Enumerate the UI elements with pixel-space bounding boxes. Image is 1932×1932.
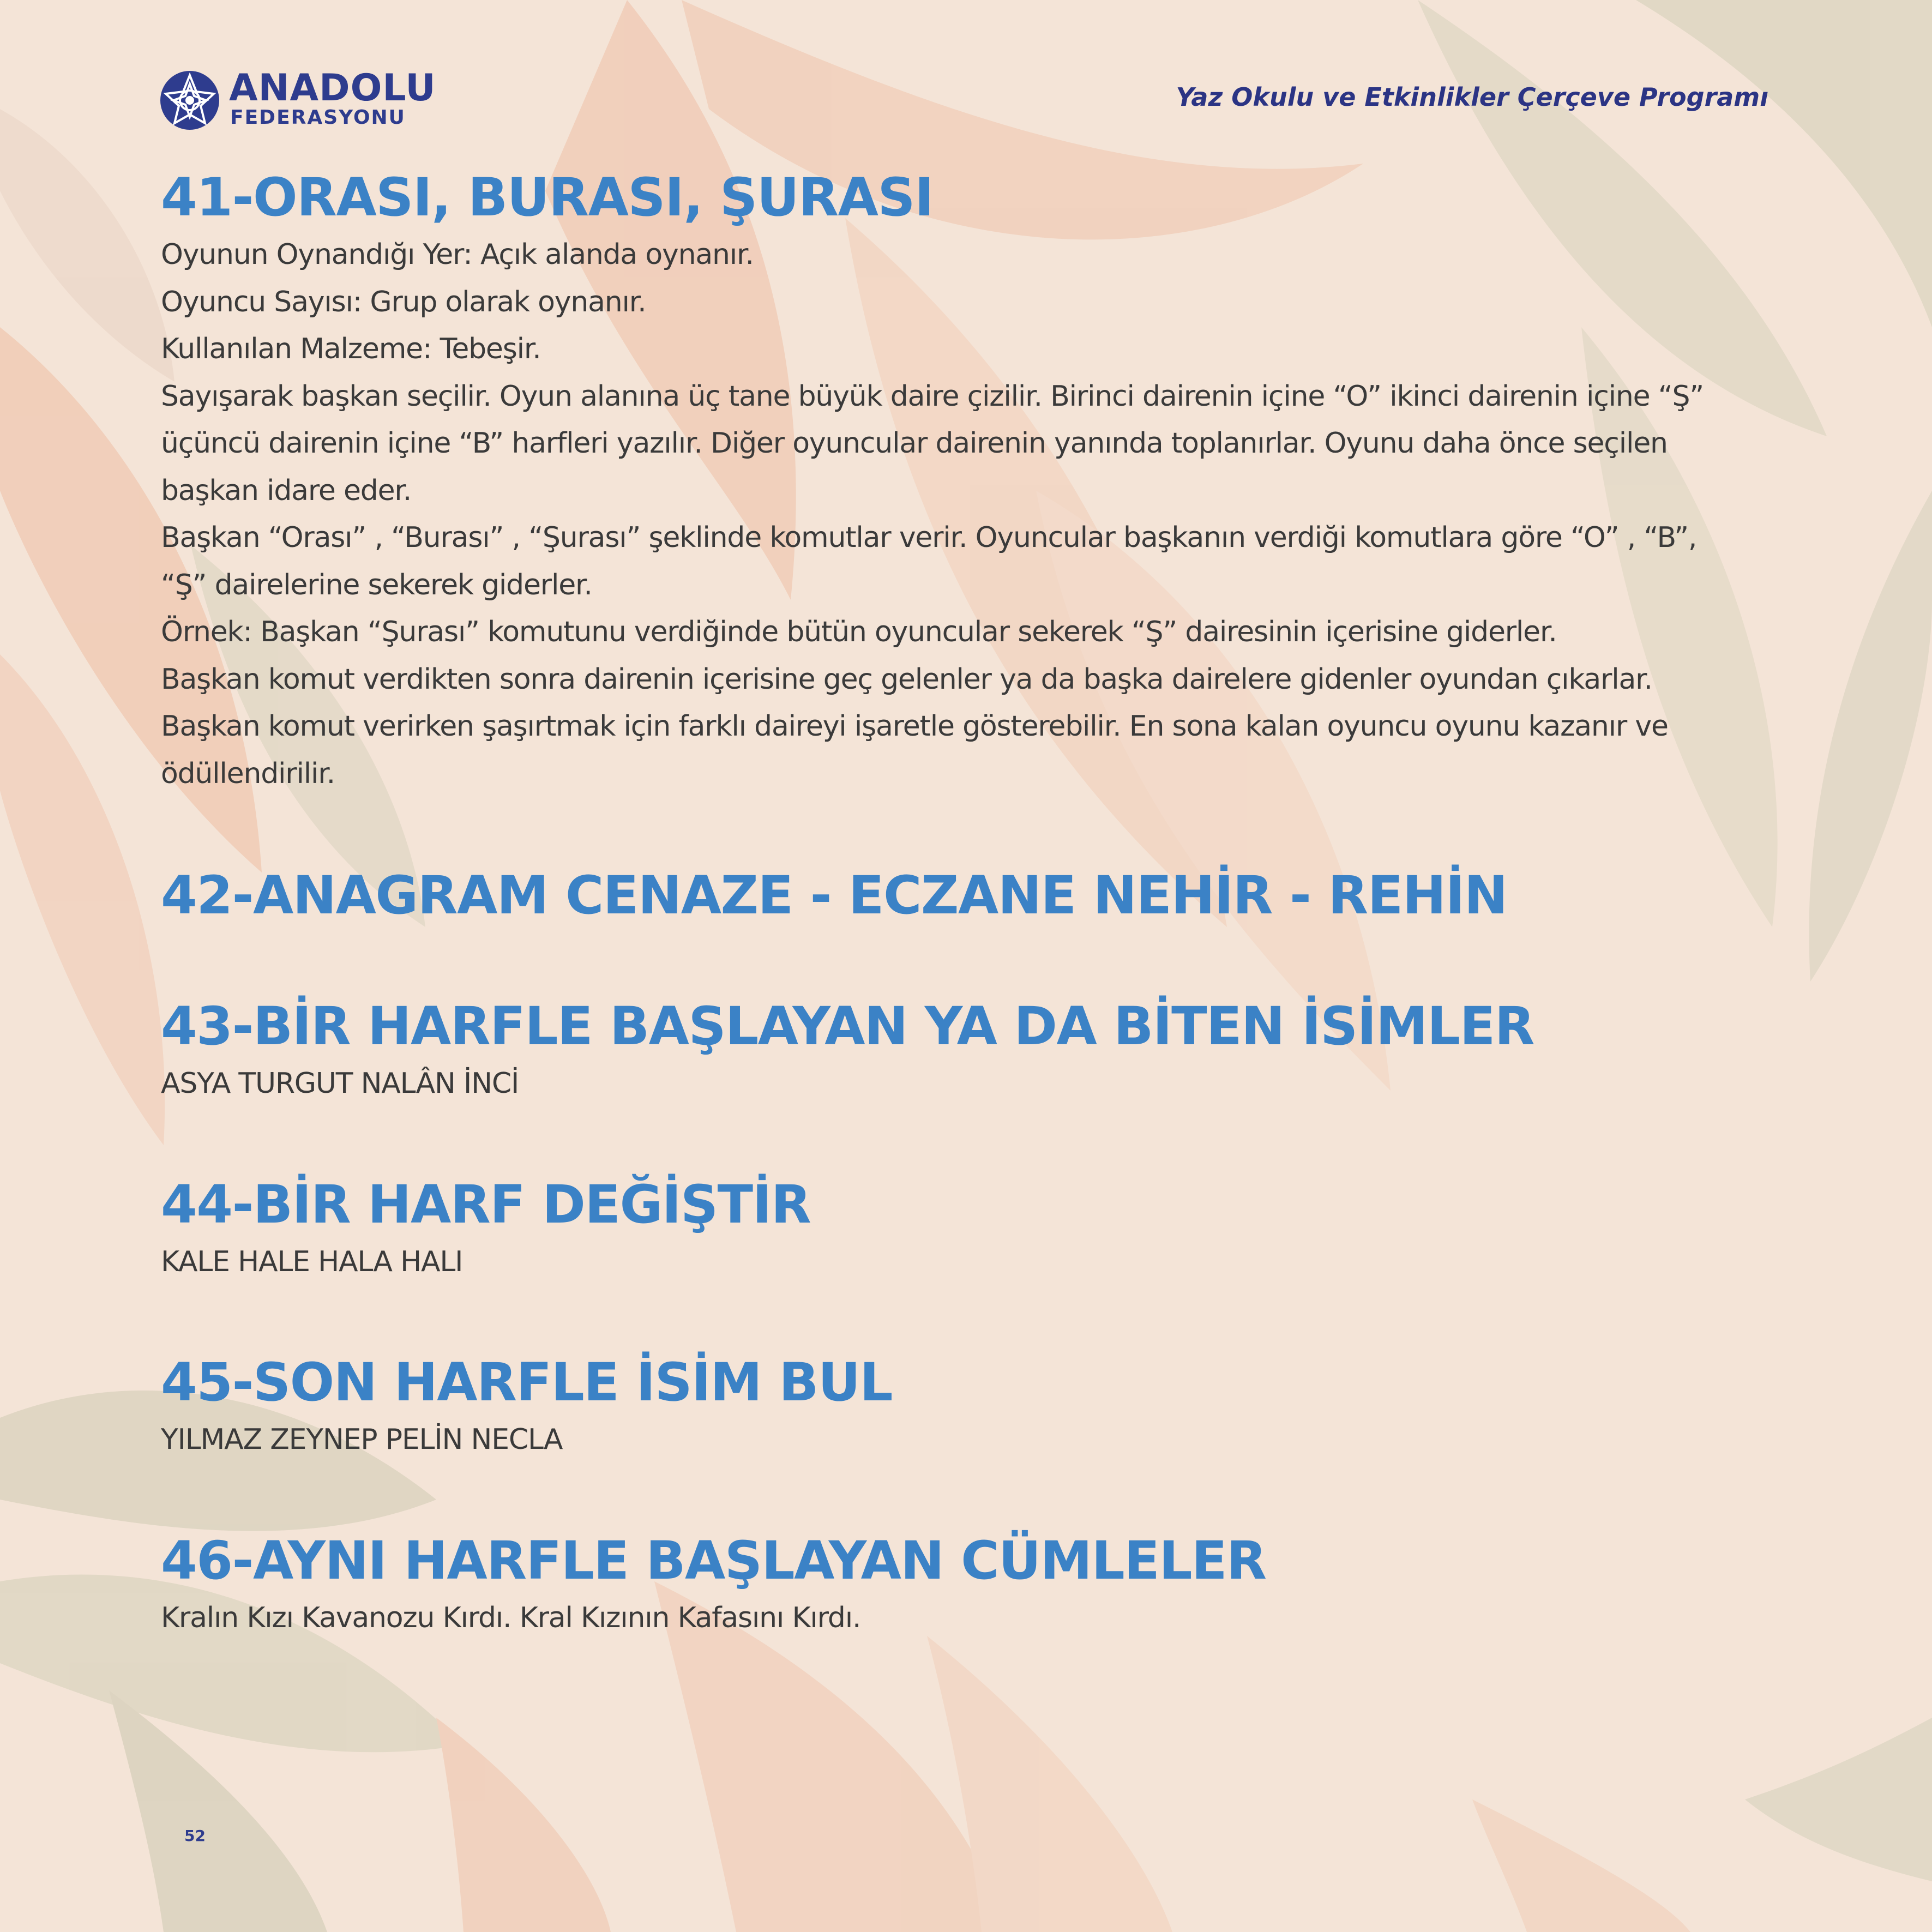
star-pattern-icon <box>159 70 220 131</box>
body-line: YILMAZ ZEYNEP PELİN NECLA <box>161 1423 563 1456</box>
body-line: “Ş” dairelerine sekerek giderler. <box>161 568 592 601</box>
page-number: 52 <box>184 1827 206 1845</box>
section-title: 43-BİR HARFLE BAŞLAYAN YA DA BİTEN İSİMLER <box>161 996 1534 1057</box>
section-44 <box>161 1171 1797 1286</box>
body-line: Başkan komut verdikten sonra dairenin içerisine geç gelenler ya da başka dairelere gidenler oyundan çıkarlar. <box>161 663 1652 696</box>
body-line: Başkan “Orası” , “Burası” , “Şurası” şeklinde komutlar verir. Oyuncular başkanın verdiği komutlara göre “O” , “B”, <box>161 521 1697 554</box>
logo-name: ANADOLU <box>229 67 436 110</box>
body-line: Oyunun Oynandığı Yer: Açık alanda oynanır. <box>161 238 754 271</box>
body-line: KALE HALE HALA HALI <box>161 1245 463 1278</box>
section-title: 42-ANAGRAM CENAZE - ECZANE NEHİR - REHİN <box>161 865 1507 926</box>
section-title: 44-BİR HARF DEĞİŞTİR <box>161 1173 811 1235</box>
body-line: Sayışarak başkan seçilir. Oyun alanına üç tane büyük daire çizilir. Birinci dairenin içine “O” ikinci dairenin içine “Ş” <box>161 380 1704 413</box>
body-line: ASYA TURGUT NALÂN İNCİ <box>161 1067 519 1100</box>
section-title: 45-SON HARFLE İSİM BUL <box>161 1352 893 1413</box>
body-line: Kralın Kızı Kavanozu Kırdı. Kral Kızının Kafasını Kırdı. <box>161 1601 861 1634</box>
section-41 <box>161 164 1797 797</box>
section-43 <box>161 992 1797 1108</box>
program-title: Yaz Okulu ve Etkinlikler Çerçeve Programı <box>1176 82 1768 112</box>
section-42 <box>161 862 1797 929</box>
logo-subname: FEDERASYONU <box>230 106 406 129</box>
anadolu-federasyonu-logo <box>159 67 436 131</box>
section-45 <box>161 1349 1797 1464</box>
section-title: 46-AYNI HARFLE BAŞLAYAN CÜMLELER <box>161 1530 1266 1591</box>
body-line: başkan idare eder. <box>161 474 412 507</box>
main-content <box>161 164 1797 1641</box>
body-line: üçüncü dairenin içine “B” harfleri yazılır. Diğer oyuncular dairenin yanında toplanırlar. Oyunu daha önce seçilen <box>161 427 1668 460</box>
body-line: Oyuncu Sayısı: Grup olarak oynanır. <box>161 285 646 318</box>
body-line: Örnek: Başkan “Şurası” komutunu verdiğinde bütün oyuncular sekerek “Ş” dairesinin içerisine giderler. <box>161 616 1557 648</box>
body-line: ödüllendirilir. <box>161 757 335 790</box>
body-line: Başkan komut verirken şaşırtmak için farklı daireyi işaretle gösterebilir. En sona kalan oyuncu oyunu kazanır ve <box>161 710 1668 743</box>
body-line: Kullanılan Malzeme: Tebeşir. <box>161 333 541 365</box>
section-46 <box>161 1527 1797 1642</box>
section-title: 41-ORASI, BURASI, ŞURASI <box>161 167 934 228</box>
